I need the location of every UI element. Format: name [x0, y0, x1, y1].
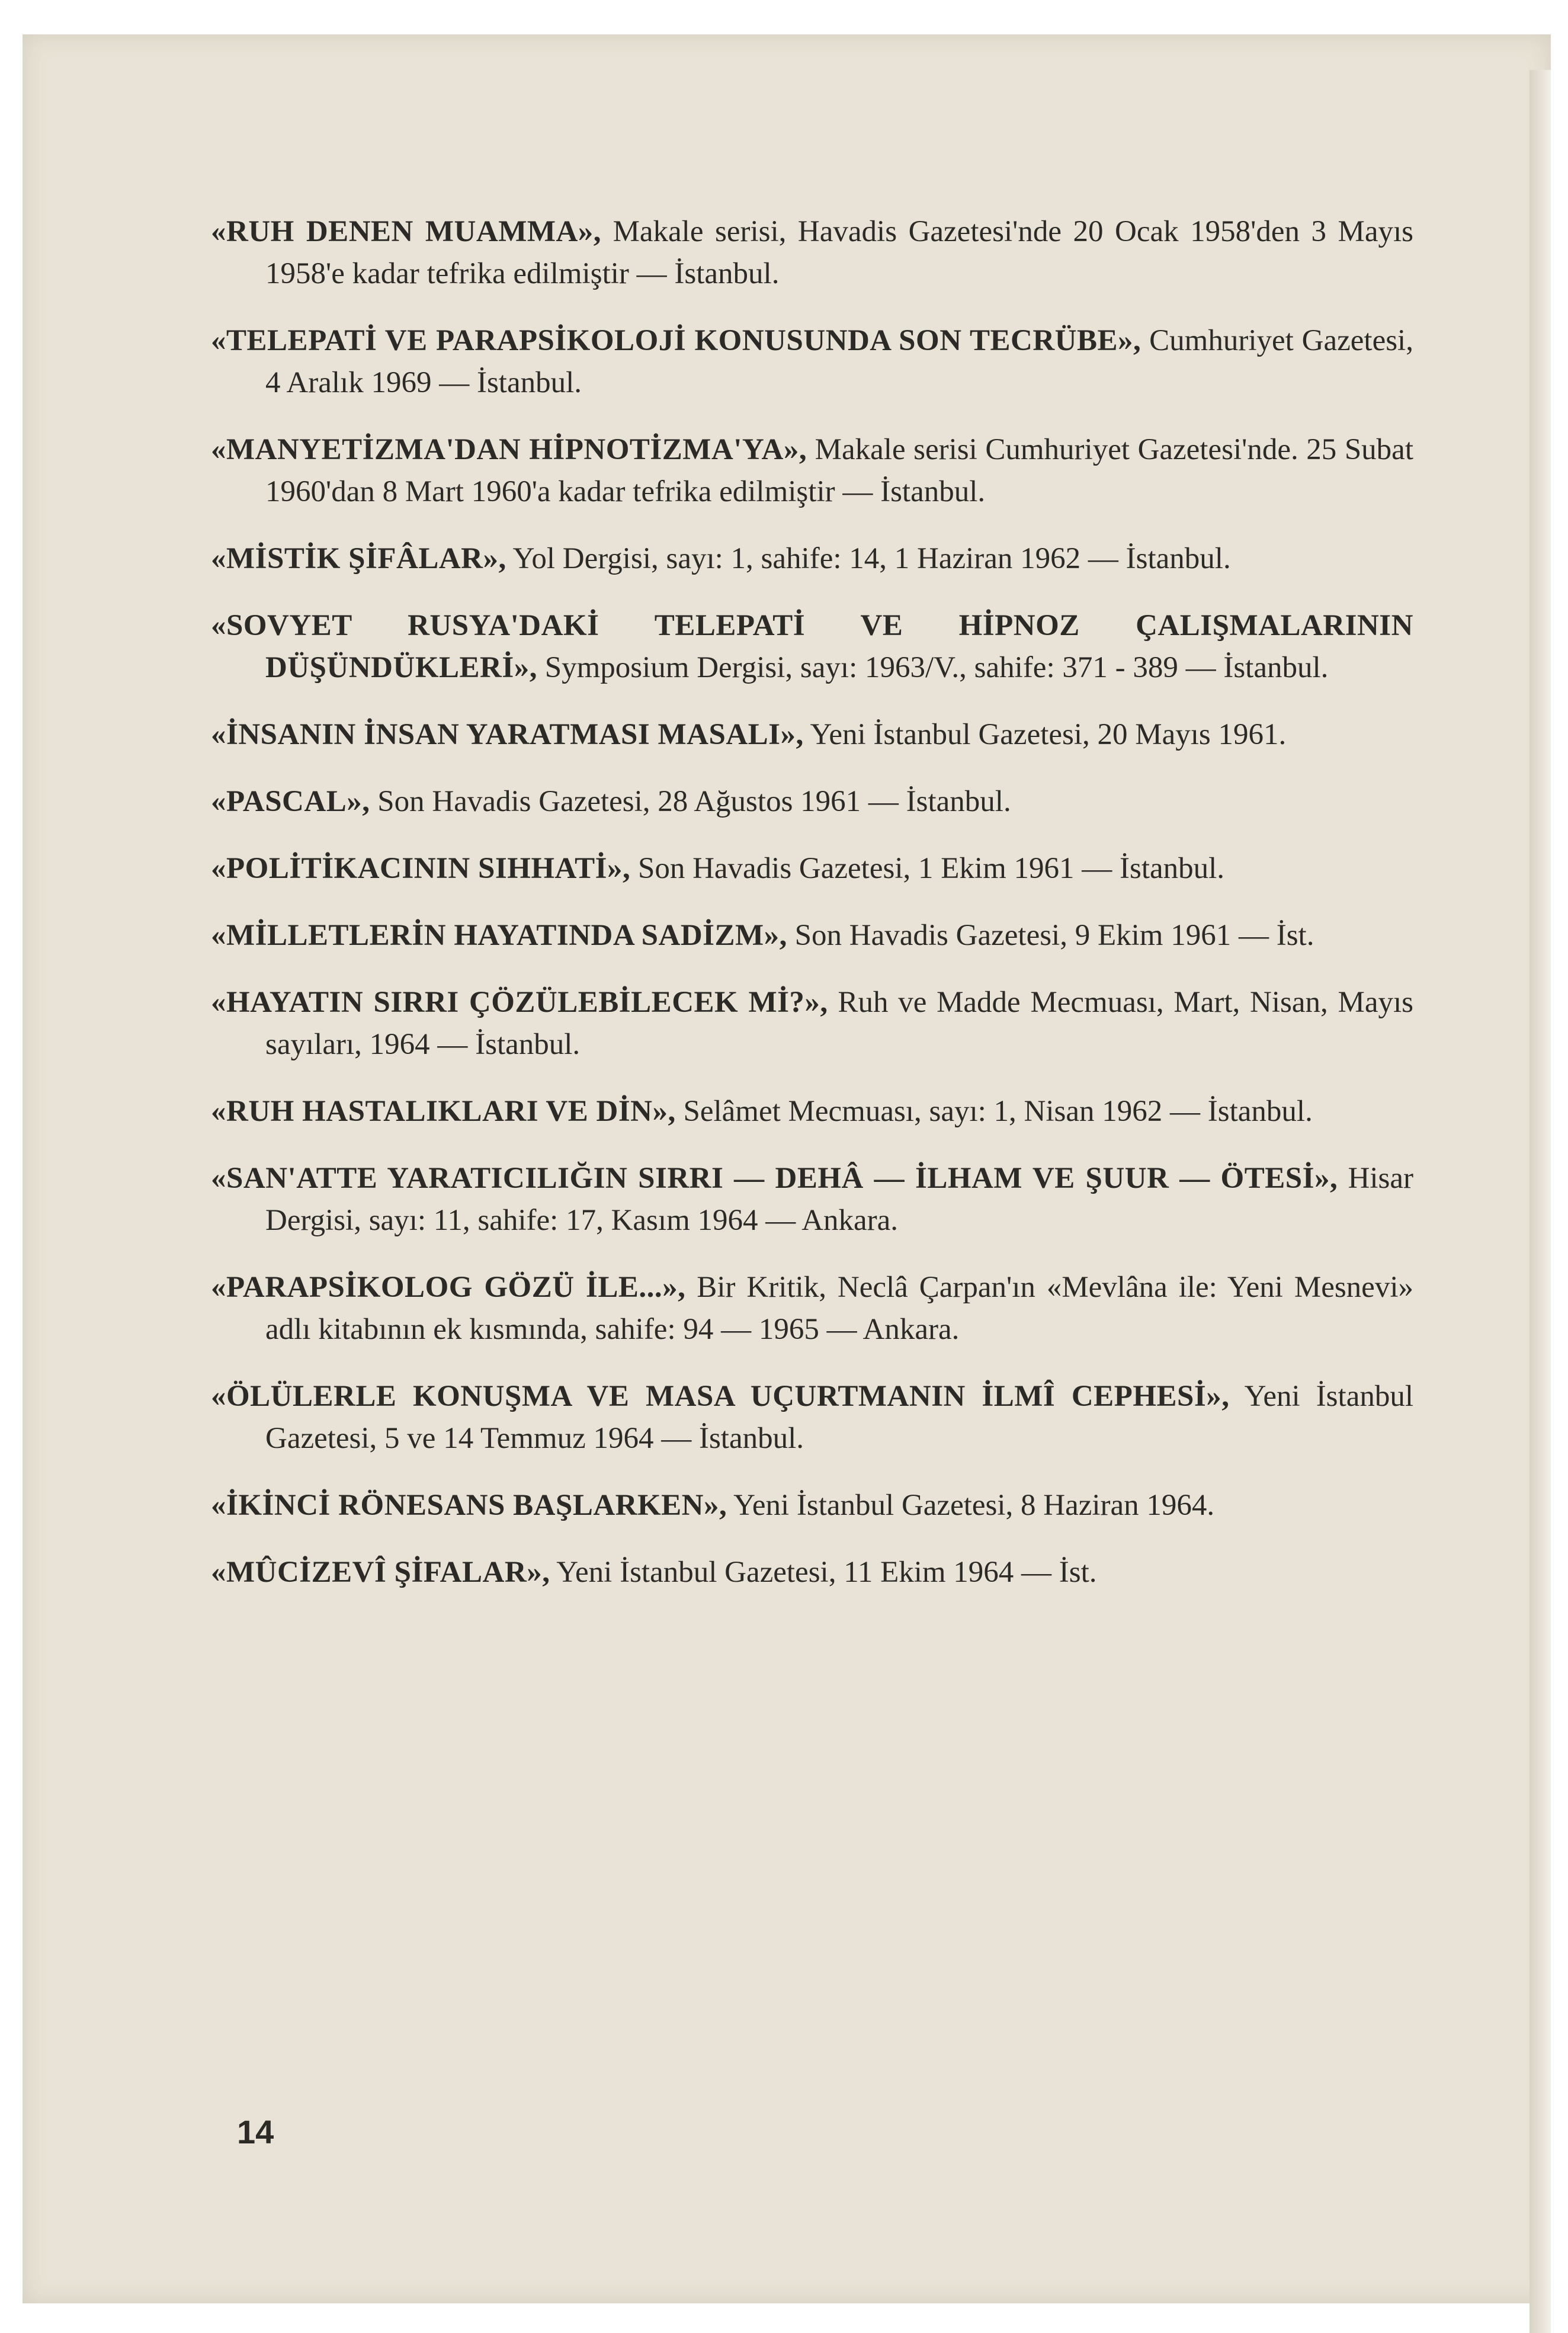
entry-details: Son Havadis Gazetesi, 9 Ekim 1961 — İst. — [787, 919, 1314, 952]
bibliography-entry — [211, 538, 1413, 580]
bibliography-entry — [211, 848, 1413, 890]
page-edge — [1529, 70, 1551, 2333]
entry-details: Cumhuriyet Gazetesi, 4 Aralık 1969 — İstanbul. — [265, 324, 1413, 399]
entry-details: Ruh ve Madde Mecmuası, Mart, Nisan, Mayıs sayıları, 1964 — İstanbul. — [265, 986, 1413, 1061]
bibliography-entry — [211, 211, 1413, 295]
entry-title: «MANYETİZMA'DAN HİPNOTİZMA'YA», — [211, 433, 807, 466]
bibliography-entry — [211, 1376, 1413, 1460]
entry-details: Hisar Dergisi, sayı: 11, sahife: 17, Kasım 1964 — Ankara. — [265, 1162, 1413, 1237]
bibliography-entry — [211, 915, 1413, 957]
entry-details: Makale serisi Cumhuriyet Gazetesi'nde. 25 Subat 1960'dan 8 Mart 1960'a kadar tefrika edilmiştir — İstanbul. — [265, 433, 1413, 508]
entry-title: «SAN'ATTE YARATICILIĞIN SIRRI — DEHÂ — İLHAM VE ŞUUR — ÖTESİ», — [211, 1162, 1338, 1195]
bibliography-entry — [211, 1091, 1413, 1133]
entry-details: Yeni İstanbul Gazetesi, 20 Mayıs 1961. — [803, 718, 1287, 751]
entry-title: «PASCAL», — [211, 785, 370, 818]
bibliography-entry — [211, 1267, 1413, 1351]
entry-title: «RUH DENEN MUAMMA», — [211, 215, 602, 248]
entry-title: «İKİNCİ RÖNESANS BAŞLARKEN», — [211, 1489, 727, 1522]
entry-details: Selâmet Mecmuası, sayı: 1, Nisan 1962 — İstanbul. — [675, 1095, 1313, 1128]
bibliography-entry — [211, 605, 1413, 689]
entry-details: Symposium Dergisi, sayı: 1963/V., sahife: 371 - 389 — İstanbul. — [537, 651, 1329, 684]
entry-details: Makale serisi, Havadis Gazetesi'nde 20 Ocak 1958'den 3 Mayıs 1958'e kadar tefrika edilmiştir — İstanbul. — [265, 215, 1413, 290]
entry-details: Bir Kritik, Neclâ Çarpan'ın «Mevlâna ile: Yeni Mesnevi» adlı kitabının ek kısmında, sahife: 94 — 1965 — Ankara. — [265, 1271, 1413, 1346]
entry-title: «POLİTİKACININ SIHHATİ», — [211, 852, 631, 885]
entry-details: Yeni İstanbul Gazetesi, 11 Ekim 1964 — İst. — [550, 1556, 1097, 1589]
bibliography-entry — [211, 320, 1413, 404]
entry-title: «MİLLETLERİN HAYATINDA SADİZM», — [211, 919, 787, 952]
entry-title: «MİSTİK ŞİFÂLAR», — [211, 542, 506, 575]
bibliography-entry — [211, 1552, 1413, 1594]
bibliography-entry — [211, 781, 1413, 823]
page-number: 14 — [237, 2113, 274, 2151]
entry-title: «İNSANIN İNSAN YARATMASI MASALI», — [211, 718, 804, 751]
entry-title: «ÖLÜLERLE KONUŞMA VE MASA UÇURTMANIN İLMÎ CEPHESİ», — [211, 1380, 1230, 1413]
entry-title: «SOVYET RUSYA'DAKİ TELEPATİ VE HİPNOZ ÇALIŞMALARININ DÜŞÜNDÜKLERİ», — [211, 609, 1413, 684]
entry-title: «RUH HASTALIKLARI VE DİN», — [211, 1095, 676, 1128]
entry-title: «PARAPSİKOLOG GÖZÜ İLE...», — [211, 1271, 686, 1304]
bibliography-entry — [211, 429, 1413, 513]
bibliography-entry — [211, 714, 1413, 756]
bibliography-list — [211, 211, 1413, 1619]
entry-details: Son Havadis Gazetesi, 28 Ağustos 1961 — İstanbul. — [370, 785, 1011, 818]
entry-title: «TELEPATİ VE PARAPSİKOLOJİ KONUSUNDA SON TECRÜBE», — [211, 324, 1141, 357]
entry-title: «HAYATIN SIRRI ÇÖZÜLEBİLECEK Mİ?», — [211, 986, 828, 1019]
bibliography-entry — [211, 1485, 1413, 1527]
bibliography-entry — [211, 982, 1413, 1066]
book-page — [23, 34, 1551, 2303]
bibliography-entry — [211, 1158, 1413, 1242]
entry-details: Yeni İstanbul Gazetesi, 8 Haziran 1964. — [727, 1489, 1215, 1522]
entry-title: «MÛCİZEVÎ ŞİFALAR», — [211, 1556, 550, 1589]
entry-details: Yeni İstanbul Gazetesi, 5 ve 14 Temmuz 1964 — İstanbul. — [265, 1380, 1413, 1455]
entry-details: Yol Dergisi, sayı: 1, sahife: 14, 1 Haziran 1962 — İstanbul. — [506, 542, 1231, 575]
entry-details: Son Havadis Gazetesi, 1 Ekim 1961 — İstanbul. — [630, 852, 1225, 885]
